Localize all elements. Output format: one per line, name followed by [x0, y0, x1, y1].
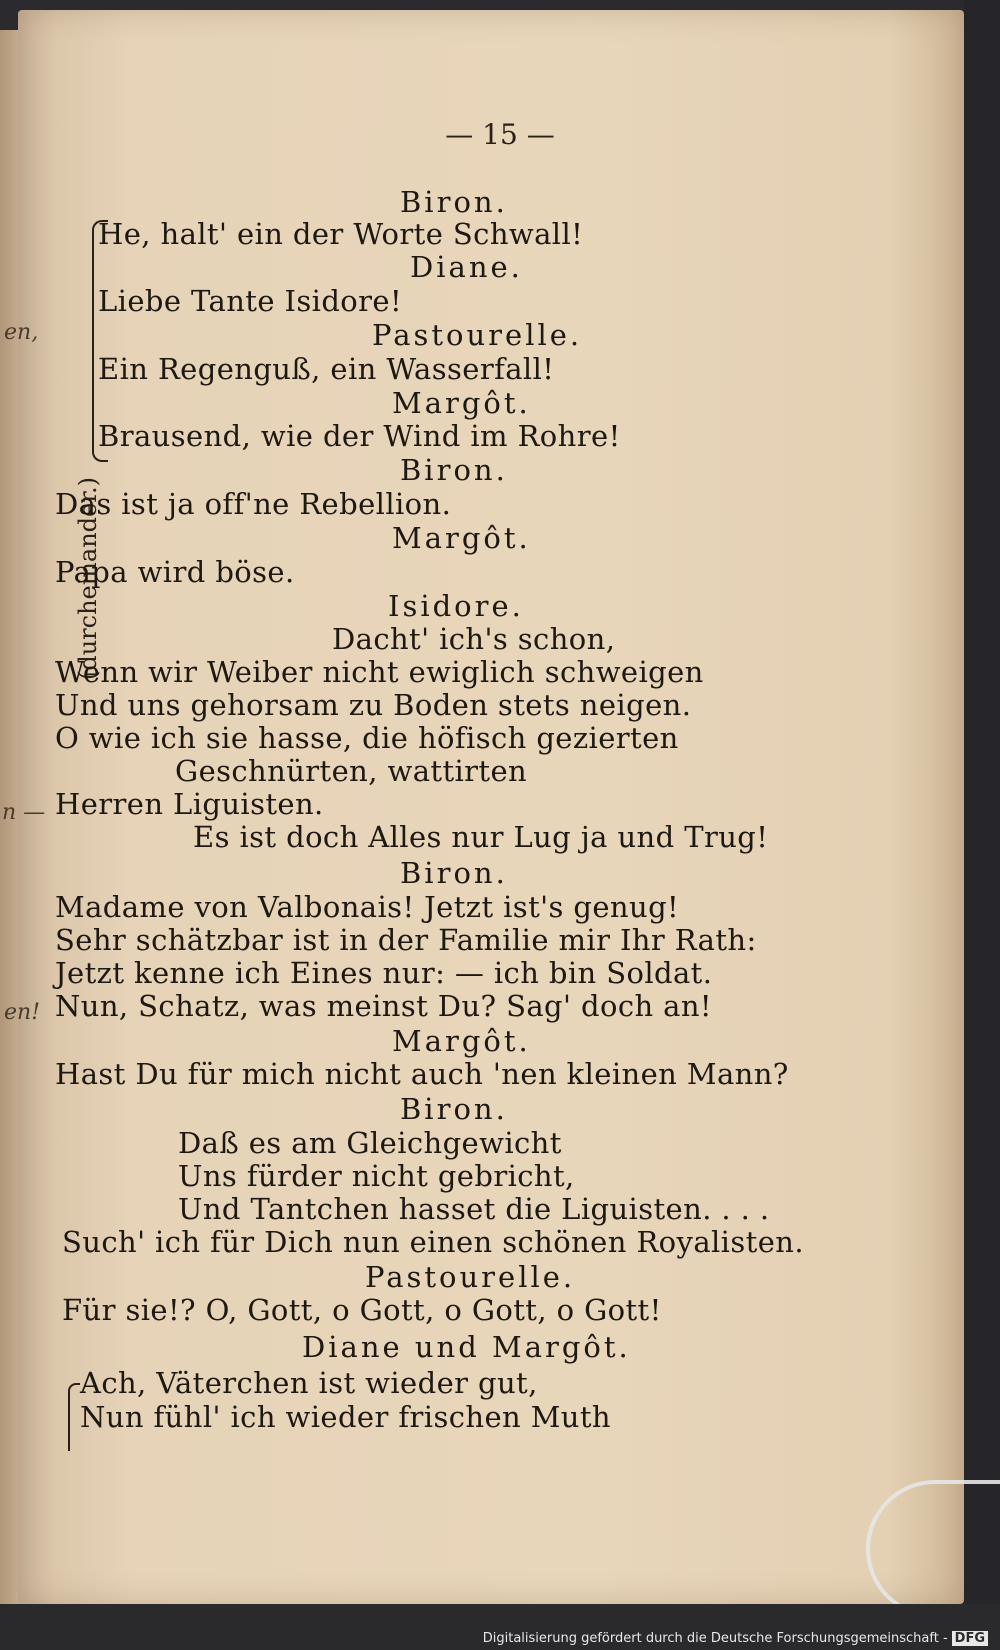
- speaker-name: Diane und Margôt.: [302, 1330, 631, 1364]
- verse-line: Nun, Schatz, was meinst Du? Sag' doch an!: [55, 989, 712, 1023]
- speaker-name: Biron.: [400, 453, 508, 487]
- verse-line: Für sie!? O, Gott, o Gott, o Gott, o Gott!: [62, 1293, 662, 1327]
- duet-bracket: [68, 1383, 80, 1451]
- dfg-logo: DFG: [952, 1631, 988, 1646]
- page-clip-shadow: [866, 1480, 1000, 1618]
- speaker-name: Margôt.: [392, 521, 531, 555]
- verse-line: Nun fühl' ich wieder frischen Muth: [80, 1400, 612, 1434]
- speaker-name: Diane.: [410, 250, 523, 284]
- verse-line: Brausend, wie der Wind im Rohre!: [98, 419, 621, 453]
- speaker-name: Biron.: [400, 185, 508, 219]
- verse-line: Herren Liguisten.: [55, 787, 324, 821]
- verse-line: Dacht' ich's schon,: [332, 622, 616, 656]
- verse-line: Madame von Valbonais! Jetzt ist's genug!: [55, 890, 680, 924]
- verse-line: Such' ich für Dich nun einen schönen Royalisten.: [62, 1225, 804, 1259]
- speaker-name: Biron.: [400, 856, 508, 890]
- verse-line: Es ist doch Alles nur Lug ja und Trug!: [193, 820, 769, 854]
- verse-line: Und uns gehorsam zu Boden stets neigen.: [55, 688, 692, 722]
- verse-line: Uns fürder nicht gebricht,: [178, 1159, 575, 1193]
- verse-line: He, halt' ein der Worte Schwall!: [98, 217, 584, 251]
- verse-line: Geschnürten, wattirten: [175, 754, 528, 788]
- verse-line: Und Tantchen hasset die Liguisten. . . .: [178, 1192, 770, 1226]
- speaker-name: Pastourelle.: [365, 1260, 576, 1294]
- speaker-name: Margôt.: [392, 1024, 531, 1058]
- page-edge-shadow: [964, 0, 1000, 1650]
- facing-page-fragment-2: n —: [2, 800, 46, 825]
- verse-line: Daß es am Gleichgewicht: [178, 1126, 562, 1160]
- page-number: — 15 —: [445, 118, 555, 151]
- facing-page-fragment-3: en!: [4, 1000, 41, 1025]
- verse-line: Wenn wir Weiber nicht ewiglich schweigen: [55, 655, 704, 689]
- footer-credit: Digitalisierung gefördert durch die Deutsche Forschungsgemeinschaft -: [482, 1631, 948, 1646]
- facing-page-fragment-1: en,: [4, 320, 39, 345]
- verse-line: O wie ich sie hasse, die höfisch gezierten: [55, 721, 679, 755]
- stage-direction-vertical: (durcheinander.): [74, 476, 102, 680]
- digitization-footer: [483, 1631, 988, 1646]
- speaker-name: Biron.: [400, 1092, 508, 1126]
- speaker-name: Isidore.: [388, 589, 524, 623]
- verse-line: Ach, Väterchen ist wieder gut,: [80, 1366, 538, 1400]
- verse-line: Jetzt kenne ich Eines nur: — ich bin Soldat.: [55, 956, 713, 990]
- verse-line: Sehr schätzbar ist in der Familie mir Ihr Rath:: [55, 923, 757, 957]
- speaker-name: Pastourelle.: [372, 318, 583, 352]
- verse-line: Das ist ja off'ne Rebellion.: [55, 487, 452, 521]
- verse-line: Papa wird böse.: [55, 555, 295, 589]
- verse-line: Hast Du für mich nicht auch 'nen kleinen Mann?: [55, 1057, 789, 1091]
- speaker-name: Margôt.: [392, 386, 531, 420]
- verse-line: Ein Regenguß, ein Wasserfall!: [98, 352, 555, 386]
- verse-line: Liebe Tante Isidore!: [98, 284, 403, 318]
